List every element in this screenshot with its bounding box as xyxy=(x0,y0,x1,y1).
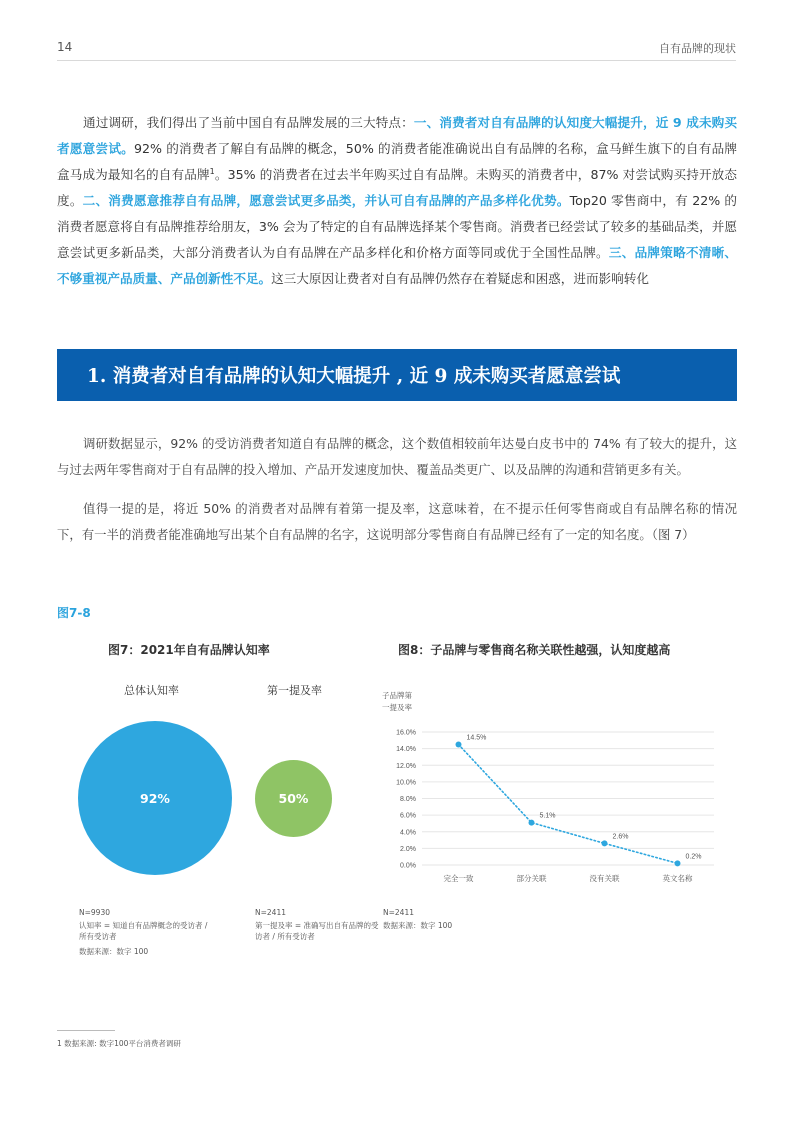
x-category-label: 部分关联 xyxy=(516,874,547,883)
page-number: 14 xyxy=(57,40,73,54)
x-category-label: 完全一致 xyxy=(443,874,474,883)
data-label: 14.5% xyxy=(466,734,487,742)
first-mention-value: 50% xyxy=(278,791,309,806)
fig8-title: 图8：子品牌与零售商名称关联性越强，认知度越高 xyxy=(398,643,671,657)
y-tick-label: 4.0% xyxy=(400,829,416,837)
y-axis-title: 子品牌第 xyxy=(382,691,412,700)
fig7-title: 图7：2021年自有品牌认知率 xyxy=(108,643,270,657)
y-tick-label: 0.0% xyxy=(400,862,416,870)
data-point xyxy=(456,741,462,747)
key-finding-2: 二、消费愿意推荐自有品牌，愿意尝试更多品类，并认可自有品牌的产品多样化优势。 xyxy=(82,193,570,208)
key-finding-1: 一、消费者对自有品牌的认知度大幅提升，近 9 成未购买者愿意尝试。 xyxy=(57,115,737,156)
key-finding-3: 三、品牌策略不清晰、不够重视产品质量、产品创新性不足。 xyxy=(57,245,738,286)
definition: 认知率 = 知道自有品牌概念的受访者 / 所有受访者 xyxy=(79,921,208,941)
y-tick-label: 14.0% xyxy=(396,746,416,754)
first-mention-label: 第一提及率 xyxy=(267,684,322,697)
x-category-label: 英文名称 xyxy=(662,874,693,883)
data-label: 0.2% xyxy=(685,853,702,861)
figure-label: 图7-8 xyxy=(57,606,91,620)
data-label: 5.1% xyxy=(539,812,556,820)
total-awareness-bubble xyxy=(78,721,232,875)
data-source: 数据来源：数字 100 xyxy=(79,947,149,956)
running-header-title: 自有品牌的现状 xyxy=(659,42,736,55)
intro-text: 。35% 的消费者在过去半年购买过自有品牌。未购买的消费者中，87% 对尝试购买持开放态度。 xyxy=(57,167,737,208)
data-point xyxy=(675,860,681,866)
y-tick-label: 10.0% xyxy=(396,779,416,787)
body-paragraph: 值得一提的是，将近 50% 的消费者对品牌有着第一提及率，这意味着，在不提示任何零售商或自有品牌名称的情况下，有一半的消费者能准确地写出某个自有品牌的名字，这说明部分零售商自有品牌已经有了一定的知名度。（图 7） xyxy=(57,501,737,542)
fig8-line-chart xyxy=(378,688,718,888)
fig8-note xyxy=(383,907,503,933)
section-title: 1. 消费者对自有品牌的认知大幅提升 , 近 9 成未购买者愿意尝试 xyxy=(87,366,621,387)
section-banner xyxy=(57,349,737,401)
y-tick-label: 12.0% xyxy=(396,762,416,770)
sample-size: N=9930 xyxy=(79,908,110,917)
definition: 第一提及率 = 准确写出自有品牌的受访者 / 所有受访者 xyxy=(255,921,379,941)
sample-size: N=2411 xyxy=(383,908,414,917)
fig7-first-note xyxy=(255,907,380,944)
data-label: 2.6% xyxy=(612,833,629,841)
footnote-divider xyxy=(57,1030,115,1031)
intro-text: Top20 零售商中，有 22% 的消费者愿意将自有品牌推荐给朋友，3% 会为了特定的自有品牌选择某个零售商。消费者已经尝试了较多的基础品类，并愿意尝试更多新品类，大部分消费者认为自有品牌在产品多样化和价格方面等同或优于全国性品牌。 xyxy=(57,193,738,260)
data-point xyxy=(602,840,608,846)
footnote: 1 数据来源: 数字100平台消费者调研 xyxy=(57,1039,181,1048)
y-tick-label: 6.0% xyxy=(400,812,416,820)
x-category-label: 没有关联 xyxy=(589,874,620,883)
y-tick-label: 8.0% xyxy=(400,796,416,803)
total-awareness-label: 总体认知率 xyxy=(124,684,179,697)
first-mention-bubble xyxy=(255,760,332,837)
data-point xyxy=(529,820,535,826)
fig7-total-note xyxy=(79,907,209,959)
intro-text: 通过调研，我们得出了当前中国自有品牌发展的三大特点： xyxy=(83,115,414,130)
y-tick-label: 16.0% xyxy=(396,729,416,737)
data-source: 数据来源：数字 100 xyxy=(383,921,453,930)
body-paragraph: 调研数据显示，92% 的受访消费者知道自有品牌的概念，这个数值相较前年达曼白皮书中的 74% 有了较大的提升，这与过去两年零售商对于自有品牌的投入增加、产品开发速度加快、覆盖品类更广、以及品牌的沟通和营销更多有关。 xyxy=(57,436,737,477)
intro-paragraph xyxy=(57,110,737,292)
intro-text: 92% 的消费者了解自有品牌的概念，50% 的消费者能准确说出自有品牌的名称，盒马鲜生旗下的自有品牌盒马成为最知名的自有品牌 xyxy=(57,141,738,182)
footnote-reference[interactable]: 1 xyxy=(209,166,215,176)
header-divider xyxy=(57,60,736,61)
total-awareness-value: 92% xyxy=(140,790,170,806)
series-line xyxy=(459,744,678,863)
y-tick-label: 2.0% xyxy=(400,845,416,853)
y-axis-title: 一提及率 xyxy=(382,703,412,712)
sample-size: N=2411 xyxy=(255,908,286,917)
intro-text: 这三大原因让费者对自有品牌仍然存在着疑虑和困惑，进而影响转化 xyxy=(271,271,649,286)
